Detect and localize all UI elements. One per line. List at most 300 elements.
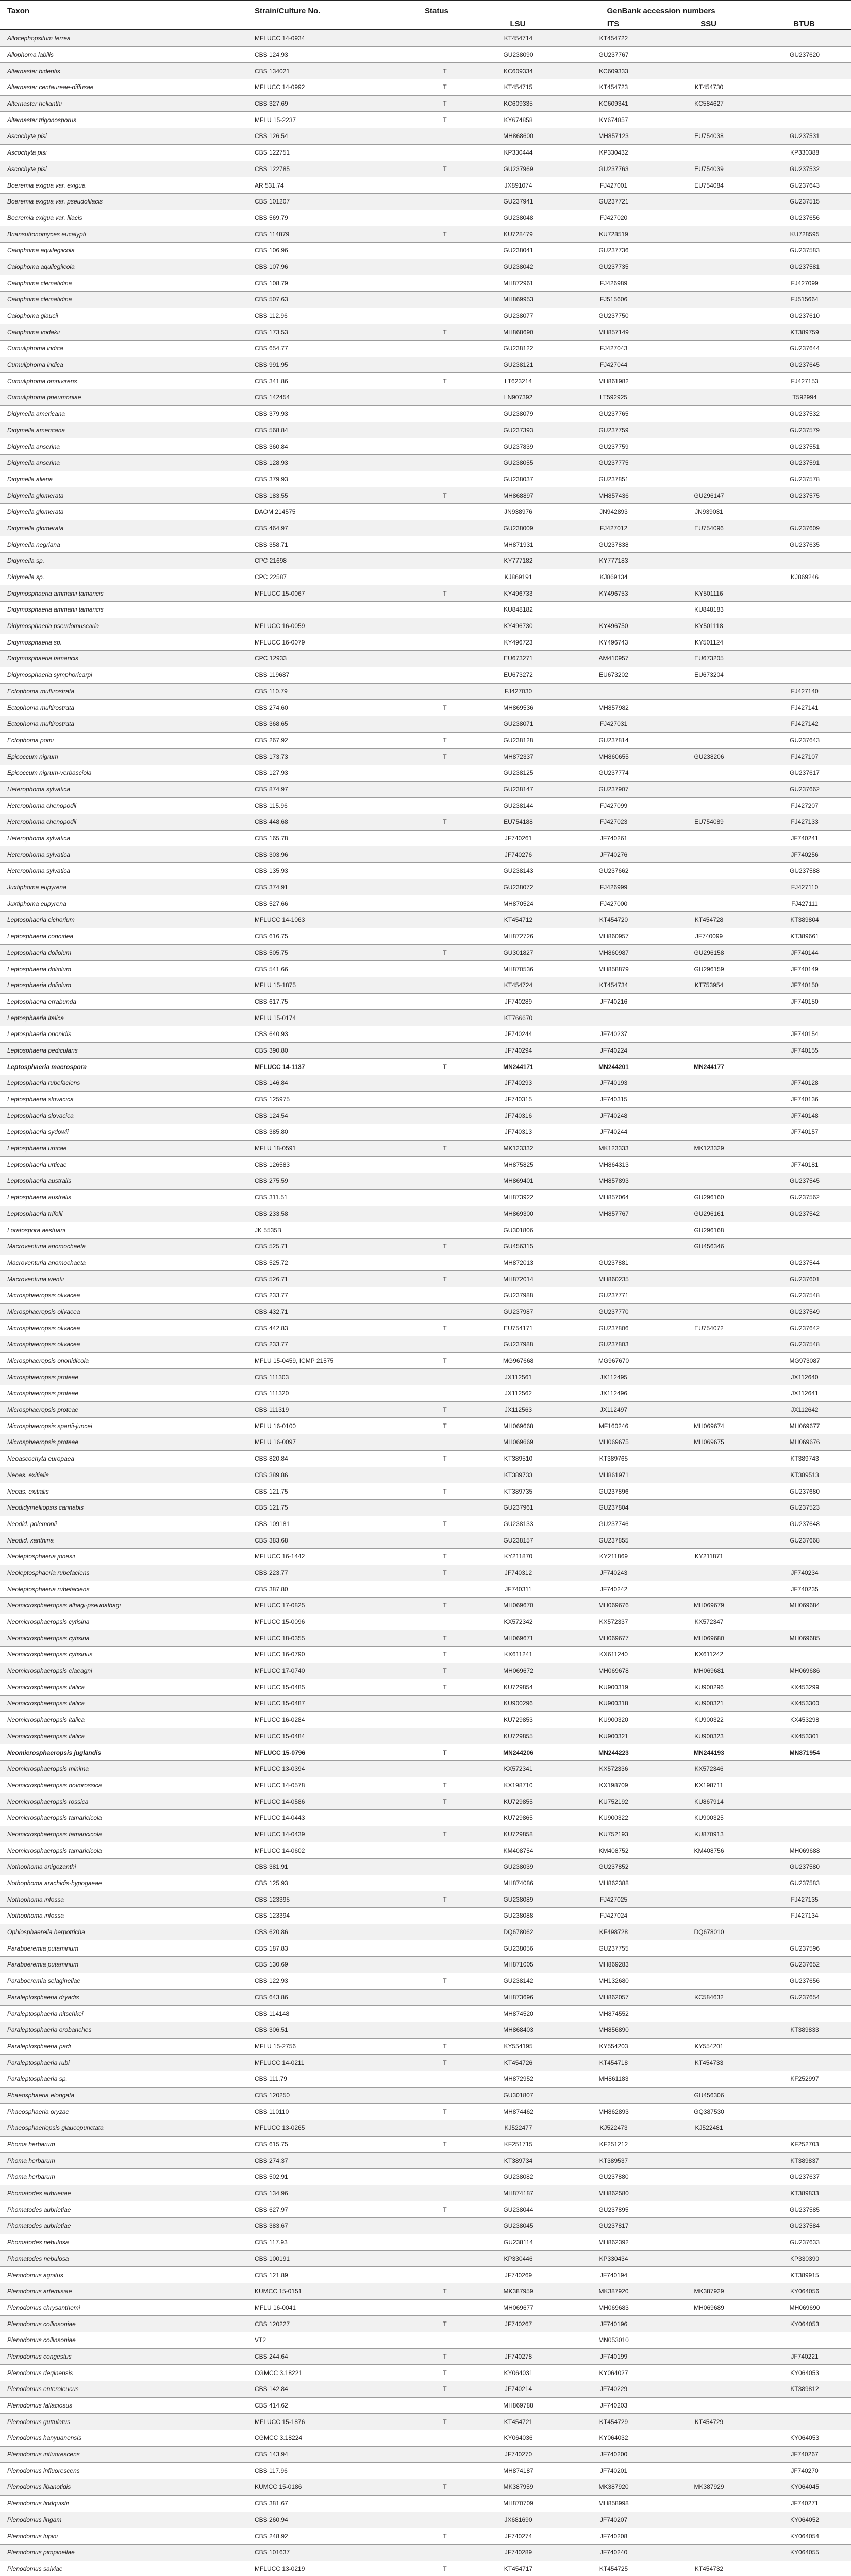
strain-cell: CBS 505.75 (247, 944, 418, 961)
btub-cell: GU237584 (755, 2218, 851, 2234)
strain-cell: CBS 101207 (247, 193, 418, 210)
status-cell (418, 1189, 469, 1206)
btub-cell (755, 2332, 851, 2348)
btub-cell (755, 1924, 851, 1940)
table-row (0, 1663, 851, 1679)
taxon-cell: Plenodomus hanyuanensis (0, 2430, 247, 2447)
btub-cell: JF740154 (755, 1026, 851, 1042)
lsu-cell: GU237988 (469, 1336, 564, 1353)
strain-cell: CBS 233.58 (247, 1206, 418, 1222)
taxon-cell: Calophoma vodakii (0, 324, 247, 341)
its-cell: FJ427000 (564, 895, 660, 912)
btub-cell: GU237583 (755, 242, 851, 259)
lsu-cell: GU238077 (469, 308, 564, 324)
table-row (0, 2153, 851, 2169)
ssu-cell (660, 2446, 755, 2463)
taxon-cell: Leptosphaeria doliolum (0, 977, 247, 993)
ssu-cell: MK387929 (660, 2283, 755, 2299)
lsu-cell: MH872952 (469, 2071, 564, 2087)
ssu-cell: KY501116 (660, 585, 755, 602)
ssu-cell (660, 1450, 755, 1467)
btub-cell: JF740155 (755, 1042, 851, 1059)
btub-cell: KT389812 (755, 2381, 851, 2398)
lsu-cell: MH872014 (469, 1271, 564, 1287)
taxon-cell: Ascochyta pisi (0, 128, 247, 145)
its-cell: GU237838 (564, 536, 660, 553)
ssu-cell: MN244177 (660, 1059, 755, 1075)
status-cell (418, 2153, 469, 2169)
taxon-cell: Paraboeremia putaminum (0, 1940, 247, 1957)
status-cell: T (418, 585, 469, 602)
its-cell: FJ427001 (564, 177, 660, 194)
strain-cell: MFLUCC 14-0602 (247, 1842, 418, 1859)
taxon-cell: Plenodomus influorescens (0, 2446, 247, 2463)
taxon-cell: Phomatodes nebulosa (0, 2234, 247, 2250)
table-row (0, 1499, 851, 1516)
btub-cell: GU237588 (755, 863, 851, 879)
strain-cell: CBS 389.86 (247, 1467, 418, 1483)
taxon-cell: Phomatodes aubrietiae (0, 2185, 247, 2201)
strain-cell: CBS 274.37 (247, 2153, 418, 2169)
lsu-cell: JX112561 (469, 1369, 564, 1385)
btub-cell (755, 2006, 851, 2022)
ssu-cell (660, 1124, 755, 1141)
lsu-cell: MH875825 (469, 1157, 564, 1173)
lsu-cell: MH872961 (469, 275, 564, 292)
lsu-cell: MH870524 (469, 895, 564, 912)
strain-cell: CBS 109181 (247, 1516, 418, 1532)
taxon-cell: Didymosphaeria ammanii tamaricis (0, 585, 247, 602)
btub-cell: GU237610 (755, 308, 851, 324)
ssu-cell: MH069674 (660, 1418, 755, 1434)
btub-cell: GU237617 (755, 765, 851, 781)
status-cell: T (418, 1826, 469, 1842)
table-row (0, 1679, 851, 1696)
ssu-cell (660, 683, 755, 700)
its-cell: MH862057 (564, 1989, 660, 2006)
strain-cell: CBS 643.86 (247, 1989, 418, 2006)
strain-cell: MFLUCC 14-0443 (247, 1809, 418, 1826)
lsu-cell: KT454721 (469, 2414, 564, 2430)
its-cell: MH861971 (564, 1467, 660, 1483)
btub-cell: MH069685 (755, 1630, 851, 1647)
status-cell (418, 1010, 469, 1026)
its-cell: MH857893 (564, 1173, 660, 1190)
table-row (0, 961, 851, 977)
strain-cell: CBS 173.53 (247, 324, 418, 341)
btub-cell: GU237652 (755, 1957, 851, 1973)
table-row (0, 1303, 851, 1320)
status-cell (418, 389, 469, 406)
ssu-cell (660, 1091, 755, 1108)
taxon-cell: Didymella americana (0, 422, 247, 438)
table-row (0, 373, 851, 389)
taxon-cell: Ectophoma pomi (0, 732, 247, 749)
lsu-cell: GU238125 (469, 765, 564, 781)
taxon-cell: Phomatodes aubrietiae (0, 2201, 247, 2218)
status-cell: T (418, 1140, 469, 1157)
its-cell: JF740199 (564, 2348, 660, 2365)
taxon-cell: Alternaster centaureae-diffusae (0, 79, 247, 96)
ssu-cell (660, 308, 755, 324)
status-cell: T (418, 2055, 469, 2071)
strain-cell: CBS 111.79 (247, 2071, 418, 2087)
ssu-cell (660, 1369, 755, 1385)
ssu-cell: KT454728 (660, 912, 755, 928)
btub-cell: KT389915 (755, 2267, 851, 2283)
btub-cell: GU237542 (755, 1206, 851, 1222)
taxon-cell: Leptosphaeria pedicularis (0, 1042, 247, 1059)
lsu-cell: MH069671 (469, 1630, 564, 1647)
lsu-cell: MN244206 (469, 1744, 564, 1761)
strain-cell: MFLUCC 14-1137 (247, 1059, 418, 1075)
btub-cell: GU237549 (755, 1303, 851, 1320)
lsu-cell: GU301827 (469, 944, 564, 961)
ssu-cell (660, 569, 755, 585)
strain-cell: MFLUCC 15-0796 (247, 1744, 418, 1761)
lsu-cell: KU729855 (469, 1793, 564, 1810)
strain-cell: CBS 187.83 (247, 1940, 418, 1957)
status-cell: T (418, 1401, 469, 1418)
status-cell (418, 961, 469, 977)
table-row (0, 732, 851, 749)
its-cell: MH858879 (564, 961, 660, 977)
its-cell: KT389765 (564, 1450, 660, 1467)
strain-cell: CBS 303.96 (247, 846, 418, 863)
lsu-cell: GU238048 (469, 210, 564, 226)
strain-cell: CBS 142.84 (247, 2381, 418, 2398)
its-cell (564, 1010, 660, 1026)
taxon-cell: Leptosphaeria ononidis (0, 1026, 247, 1042)
taxon-cell: Ophiosphaerella herpotricha (0, 1924, 247, 1940)
status-cell (418, 193, 469, 210)
strain-cell (247, 602, 418, 618)
lsu-cell: KU729854 (469, 1679, 564, 1696)
btub-cell: KT389513 (755, 1467, 851, 1483)
strain-cell: MFLUCC 13-0265 (247, 2120, 418, 2137)
status-cell: T (418, 2365, 469, 2381)
its-cell: GU237759 (564, 438, 660, 455)
its-cell: JN942893 (564, 503, 660, 520)
its-cell: MH860655 (564, 749, 660, 765)
table-row (0, 1255, 851, 1271)
lsu-cell: KT454714 (469, 30, 564, 46)
its-cell: JF740229 (564, 2381, 660, 2398)
ssu-cell: JN939031 (660, 503, 755, 520)
strain-cell: CBS 620.86 (247, 1924, 418, 1940)
strain-cell: CBS 874.97 (247, 781, 418, 798)
table-row (0, 2120, 851, 2137)
btub-cell: JF740235 (755, 1581, 851, 1598)
taxon-cell: Alternaster bidentis (0, 63, 247, 79)
strain-cell: CBS 126.54 (247, 128, 418, 145)
its-cell: GU237721 (564, 193, 660, 210)
table-row (0, 324, 851, 341)
strain-cell: CGMCC 3.18221 (247, 2365, 418, 2381)
status-cell (418, 1989, 469, 2006)
taxon-cell: Cumuliphoma indica (0, 341, 247, 357)
strain-cell: CBS 165.78 (247, 830, 418, 846)
table-row (0, 553, 851, 569)
table-row (0, 1140, 851, 1157)
strain-cell: MFLU 16-0100 (247, 1418, 418, 1434)
taxon-cell: Didymella negriana (0, 536, 247, 553)
lsu-cell: MH069677 (469, 2299, 564, 2316)
status-cell (418, 912, 469, 928)
ssu-cell (660, 112, 755, 128)
table-row (0, 2332, 851, 2348)
its-cell: KU728519 (564, 226, 660, 243)
taxon-cell: Microsphaeropsis olivacea (0, 1336, 247, 1353)
strain-cell: CBS 381.91 (247, 1859, 418, 1875)
status-cell (418, 438, 469, 455)
taxon-cell: Leptosphaeria doliolum (0, 944, 247, 961)
its-cell: GU237880 (564, 2169, 660, 2185)
status-cell (418, 765, 469, 781)
taxon-cell: Paraboeremia selaginellae (0, 1973, 247, 1989)
taxon-cell: Plenodomus libanotidis (0, 2479, 247, 2496)
strain-cell: CBS 341.86 (247, 373, 418, 389)
table-row (0, 798, 851, 814)
strain-cell: CBS 223.77 (247, 1565, 418, 1581)
its-cell: KT454729 (564, 2414, 660, 2430)
ssu-cell (660, 422, 755, 438)
ssu-cell: KT454732 (660, 2561, 755, 2576)
strain-cell: MFLUCC 14-0586 (247, 1793, 418, 1810)
its-cell: GU237814 (564, 732, 660, 749)
table-row (0, 1891, 851, 1908)
status-cell (418, 1157, 469, 1173)
taxon-cell: Calophoma clematidina (0, 275, 247, 292)
ssu-cell: MH069675 (660, 1434, 755, 1451)
ssu-cell (660, 2006, 755, 2022)
btub-cell: KT389837 (755, 2153, 851, 2169)
ssu-cell (660, 2250, 755, 2267)
taxon-cell: Heterophoma sylvatica (0, 846, 247, 863)
strain-cell: MFLUCC 16-0059 (247, 618, 418, 634)
taxon-cell: Alternaster helianthi (0, 95, 247, 112)
ssu-cell (660, 1499, 755, 1516)
taxon-cell: Loratospora aestuarii (0, 1222, 247, 1239)
its-cell: GU237852 (564, 1859, 660, 1875)
header-genbank: GenBank accession numbers (469, 1, 851, 18)
lsu-cell: GU238009 (469, 520, 564, 536)
its-cell: MH862392 (564, 2234, 660, 2250)
lsu-cell: MK387959 (469, 2283, 564, 2299)
its-cell: MH069678 (564, 1663, 660, 1679)
its-cell: GU237662 (564, 863, 660, 879)
table-row (0, 1124, 851, 1141)
table-row (0, 683, 851, 700)
lsu-cell: MH869953 (469, 292, 564, 308)
taxon-cell: Alternaster trigonosporus (0, 112, 247, 128)
strain-cell: CBS 121.89 (247, 2267, 418, 2283)
btub-cell: JF740136 (755, 1091, 851, 1108)
ssu-cell: EU754039 (660, 161, 755, 177)
status-cell (418, 2185, 469, 2201)
ssu-cell (660, 1287, 755, 1303)
table-row (0, 1320, 851, 1336)
its-cell: JF740193 (564, 1075, 660, 1092)
table-row (0, 1189, 851, 1206)
btub-cell: GU237633 (755, 2234, 851, 2250)
strain-cell: CBS 311.51 (247, 1189, 418, 1206)
taxon-cell: Neomicrosphaeropsis juglandis (0, 1744, 247, 1761)
status-cell (418, 1026, 469, 1042)
ssu-cell: KY211871 (660, 1548, 755, 1565)
btub-cell (755, 1647, 851, 1663)
its-cell: FJ427020 (564, 210, 660, 226)
taxon-cell: Didymella glomerata (0, 487, 247, 504)
lsu-cell: KT454715 (469, 79, 564, 96)
its-cell: GU237736 (564, 242, 660, 259)
ssu-cell (660, 846, 755, 863)
its-cell: MH857149 (564, 324, 660, 341)
table-row (0, 2397, 851, 2414)
its-cell: KU900321 (564, 1728, 660, 1744)
btub-cell: GU237532 (755, 161, 851, 177)
strain-cell: CBS 432.71 (247, 1303, 418, 1320)
btub-cell: GU237644 (755, 341, 851, 357)
lsu-cell: MH069668 (469, 1418, 564, 1434)
btub-cell: KY064045 (755, 2479, 851, 2496)
table-row (0, 341, 851, 357)
ssu-cell: EU673204 (660, 667, 755, 683)
ssu-cell (660, 765, 755, 781)
lsu-cell: GU238089 (469, 1891, 564, 1908)
strain-cell: CBS 106.96 (247, 242, 418, 259)
its-cell: GU237746 (564, 1516, 660, 1532)
strain-cell: MFLU 16-0041 (247, 2299, 418, 2316)
lsu-cell: GU238055 (469, 454, 564, 471)
btub-cell: GU237662 (755, 781, 851, 798)
its-cell: KT454734 (564, 977, 660, 993)
btub-cell: GU237620 (755, 46, 851, 63)
status-cell (418, 2087, 469, 2104)
lsu-cell: GU238071 (469, 716, 564, 732)
lsu-cell: GU237969 (469, 161, 564, 177)
status-cell (418, 2446, 469, 2463)
btub-cell: JF740267 (755, 2446, 851, 2463)
its-cell: FJ515606 (564, 292, 660, 308)
ssu-cell (660, 2544, 755, 2561)
strain-cell: CBS 383.68 (247, 1532, 418, 1549)
taxon-cell: Leptosphaeria australis (0, 1173, 247, 1190)
btub-cell (755, 1059, 851, 1075)
status-cell (418, 2234, 469, 2250)
table-row (0, 2136, 851, 2153)
ssu-cell: KU848183 (660, 602, 755, 618)
taxon-cell: Neodid. xanthina (0, 1532, 247, 1549)
strain-cell: JK 5535B (247, 1222, 418, 1239)
status-cell: T (418, 749, 469, 765)
lsu-cell: KT389733 (469, 1467, 564, 1483)
lsu-cell: KP330446 (469, 2250, 564, 2267)
taxon-cell: Neoleptosphaeria rubefaciens (0, 1565, 247, 1581)
lsu-cell: JF740261 (469, 830, 564, 846)
btub-cell: GU237648 (755, 1516, 851, 1532)
table-row (0, 1777, 851, 1793)
ssu-cell (660, 1303, 755, 1320)
ssu-cell: MK123329 (660, 1140, 755, 1157)
ssu-cell: KT454730 (660, 79, 755, 96)
table-row (0, 1711, 851, 1728)
strain-cell: CBS 100191 (247, 2250, 418, 2267)
taxon-cell: Paraleptosphaeria padi (0, 2038, 247, 2055)
btub-cell (755, 2038, 851, 2055)
btub-cell: GU237580 (755, 1859, 851, 1875)
lsu-cell: MH069672 (469, 1663, 564, 1679)
table-row (0, 2250, 851, 2267)
strain-cell: CBS 108.79 (247, 275, 418, 292)
status-cell (418, 683, 469, 700)
table-row (0, 1369, 851, 1385)
lsu-cell: GU238142 (469, 1973, 564, 1989)
table-row (0, 1516, 851, 1532)
status-cell: T (418, 324, 469, 341)
btub-cell: MH069688 (755, 1842, 851, 1859)
status-cell (418, 30, 469, 46)
ssu-cell (660, 1483, 755, 1500)
table-row (0, 1532, 851, 1549)
ssu-cell: EU673205 (660, 651, 755, 667)
taxon-cell: Leptosphaeria cichorium (0, 912, 247, 928)
status-cell (418, 341, 469, 357)
lsu-cell: KP330444 (469, 144, 564, 161)
status-cell (418, 1091, 469, 1108)
ssu-cell: EU754038 (660, 128, 755, 145)
btub-cell: FJ427135 (755, 1891, 851, 1908)
status-cell (418, 177, 469, 194)
lsu-cell: MH870536 (469, 961, 564, 977)
table-row (0, 1287, 851, 1303)
btub-cell (755, 1238, 851, 1255)
its-cell: GU237759 (564, 422, 660, 438)
btub-cell: GU237585 (755, 2201, 851, 2218)
its-cell: JF740244 (564, 1124, 660, 1141)
lsu-cell: MH869300 (469, 1206, 564, 1222)
table-row (0, 177, 851, 194)
btub-cell: FJ427099 (755, 275, 851, 292)
its-cell: KU752193 (564, 1826, 660, 1842)
status-cell (418, 2512, 469, 2528)
its-cell: JF740242 (564, 1581, 660, 1598)
strain-cell: CBS 173.73 (247, 749, 418, 765)
taxon-cell: Plenodomus enteroleucus (0, 2381, 247, 2398)
btub-cell: GU237591 (755, 454, 851, 471)
table-row (0, 1957, 851, 1973)
strain-cell: CBS 123395 (247, 1891, 418, 1908)
status-cell: T (418, 1663, 469, 1679)
status-cell (418, 1532, 469, 1549)
its-cell: FJ426999 (564, 879, 660, 895)
strain-cell: AR 531.74 (247, 177, 418, 194)
btub-cell: KY064052 (755, 2512, 851, 2528)
strain-cell: MFLU 15-0174 (247, 1010, 418, 1026)
btub-cell: KX453300 (755, 1696, 851, 1712)
strain-cell: CBS 568.84 (247, 422, 418, 438)
btub-cell: JF740150 (755, 977, 851, 993)
strain-cell: MFLUCC 15-1876 (247, 2414, 418, 2430)
taxon-cell: Leptosphaeria urticae (0, 1157, 247, 1173)
btub-cell: GU237562 (755, 1189, 851, 1206)
its-cell: GU237803 (564, 1336, 660, 1353)
lsu-cell: MH874520 (469, 2006, 564, 2022)
status-cell (418, 1924, 469, 1940)
its-cell: MH862580 (564, 2185, 660, 2201)
taxon-cell: Nothophoma anigozanthi (0, 1859, 247, 1875)
status-cell (418, 569, 469, 585)
